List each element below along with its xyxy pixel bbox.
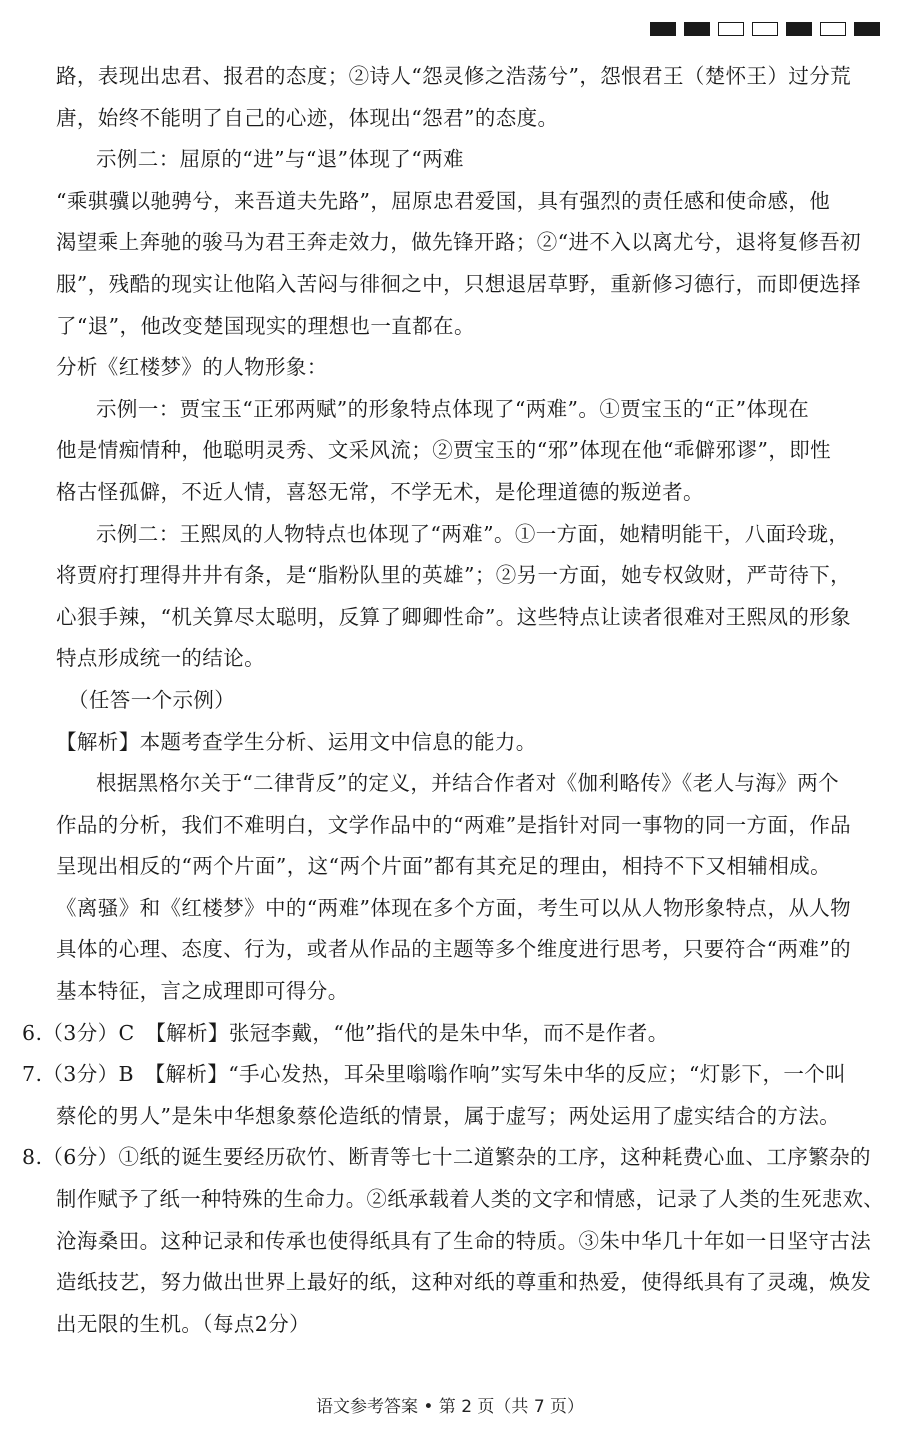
page-marker-square	[854, 22, 880, 36]
text-line: “乘骐骥以驰骋兮，来吾道夫先路”，屈原忠君爱国，具有强烈的责任感和使命感，他	[56, 188, 831, 213]
text-line: 7.（3分）B 【解析】“手心发热，耳朵里嗡嗡作响”实写朱中华的反应；“灯影下，一个叫	[22, 1062, 847, 1087]
text-line: 8.（6分）①纸的诞生要经历砍竹、断青等七十二道繁杂的工序，这种耗费心血、工序繁杂的	[22, 1145, 871, 1170]
text-line: 根据黑格尔关于“二律背反”的定义，并结合作者对《伽利略传》《老人与海》两个	[96, 771, 840, 796]
text-line: 格古怪孤僻，不近人情，喜怒无常，不学无术，是伦理道德的叛逆者。	[56, 479, 704, 504]
text-line: 呈现出相反的“两个片面”，这“两个片面”都有其充足的理由，相持不下又相辅相成。	[56, 854, 832, 879]
text-line: 将贾府打理得井井有条，是“脂粉队里的英雄”；②另一方面，她专权敛财，严苛待下，	[56, 563, 852, 588]
text-line: 蔡伦的男人”是朱中华想象蔡伦造纸的情景，属于虚写；两处运用了虚实结合的方法。	[56, 1103, 841, 1128]
text-line: 示例二：王熙凤的人物特点也体现了“两难”。①一方面，她精明能干，八面玲珑，	[96, 521, 850, 546]
text-line: 出无限的生机。（每点2分）	[56, 1311, 310, 1336]
text-line: 服”，残酷的现实让他陷入苦闷与徘徊之中，只想退居草野，重新修习德行，而即便选择	[56, 271, 862, 296]
page-marker-square	[752, 22, 778, 36]
text-line: 沧海桑田。这种记录和传承也使得纸具有了生命的特质。③朱中华几十年如一日坚守古法	[56, 1228, 872, 1253]
text-line: 了“退”，他改变楚国现实的理想也一直都在。	[56, 313, 475, 338]
text-line: 【解析】本题考查学生分析、运用文中信息的能力。	[56, 729, 537, 754]
page-marker-square	[820, 22, 846, 36]
text-line: 示例一：贾宝玉“正邪两赋”的形象特点体现了“两难”。①贾宝玉的“正”体现在	[96, 396, 810, 421]
page-marker-square	[786, 22, 812, 36]
text-line: 制作赋予了纸一种特殊的生命力。②纸承载着人类的文字和情感，记录了人类的生死悲欢、	[56, 1187, 884, 1212]
text-line: 《离骚》和《红楼梦》中的“两难”体现在多个方面，考生可以从人物形象特点，从人物	[56, 895, 852, 920]
text-line: 渴望乘上奔驰的骏马为君王奔走效力，做先锋开路；②“进不入以离尤兮，退将复修吾初	[56, 230, 862, 255]
text-line: 具体的心理、态度、行为，或者从作品的主题等多个维度进行思考，只要符合“两难”的	[56, 937, 852, 962]
page-marker-square	[684, 22, 710, 36]
answer-text-body	[22, 56, 884, 1345]
page-marker-square	[650, 22, 676, 36]
text-line: 路，表现出忠君、报君的态度；②诗人“怨灵修之浩荡兮”，怨恨君王（楚怀王）过分荒	[56, 64, 852, 88]
text-line: 造纸技艺，努力做出世界上最好的纸，这种对纸的尊重和热爱，使得纸具有了灵魂，焕发	[56, 1270, 872, 1295]
text-line: 分析《红楼梦》的人物形象：	[56, 355, 328, 380]
text-line: 示例二：屈原的“进”与“退”体现了“两难	[96, 147, 464, 172]
page-footer: 语文参考答案 • 第 2 页（共 7 页）	[315, 1397, 585, 1417]
text-line: 心狠手辣，“机关算尽太聪明，反算了卿卿性命”。这些特点让读者很难对王熙凤的形象	[56, 604, 852, 629]
page-marker-square	[718, 22, 744, 36]
text-line: 唐，始终不能明了自己的心迹，体现出“怨君”的态度。	[56, 105, 559, 130]
text-line: 6.（3分）C 【解析】张冠李戴，“他”指代的是朱中华，而不是作者。	[22, 1020, 669, 1045]
text-line: 作品的分析，我们不难明白，文学作品中的“两难”是指针对同一事物的同一方面，作品	[56, 812, 852, 837]
text-line: 他是情痴情种，他聪明灵秀、文采风流；②贾宝玉的“邪”体现在他“乖僻邪谬”，即性	[56, 438, 832, 463]
text-line: （任答一个示例）	[68, 687, 236, 712]
text-line: 基本特征，言之成理即可得分。	[56, 979, 349, 1004]
page-marker-squares	[650, 22, 880, 36]
text-line: 特点形成统一的结论。	[56, 646, 265, 671]
